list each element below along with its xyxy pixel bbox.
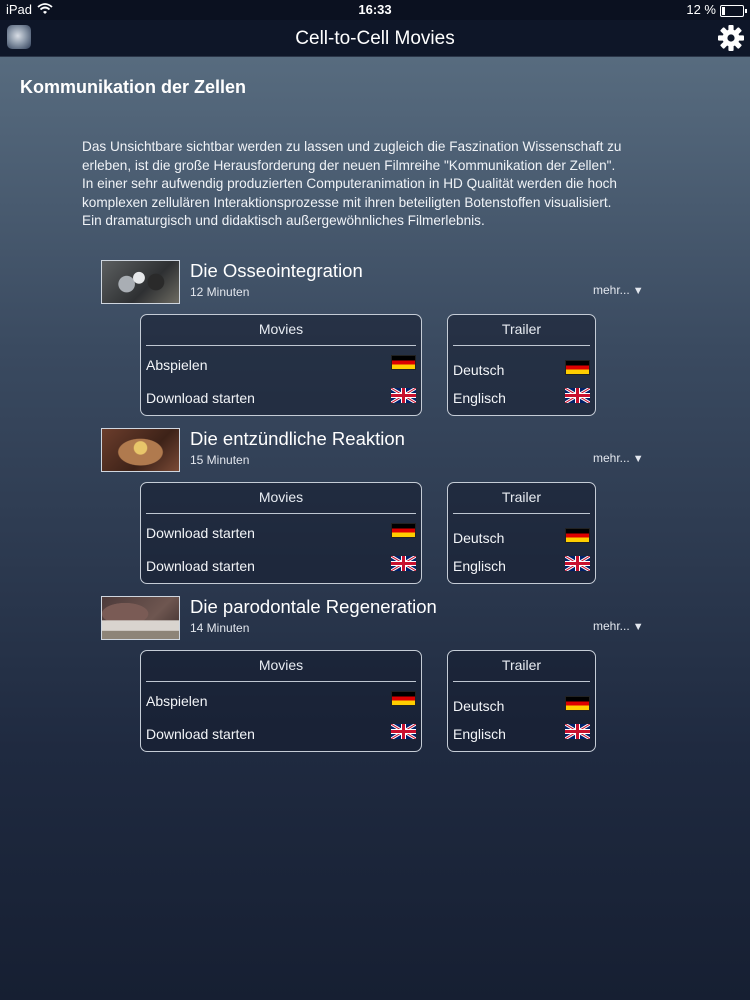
movie-thumbnail[interactable] [101, 596, 180, 640]
battery-percent: 12 % [686, 2, 716, 17]
download-english-button[interactable]: Download starten [146, 726, 255, 742]
trailer-panel [447, 314, 596, 416]
download-german-button[interactable]: Download starten [146, 525, 255, 541]
divider [146, 513, 416, 514]
trailer-panel-header: Trailer [501, 321, 542, 337]
divider [453, 345, 590, 346]
german-flag-icon[interactable] [391, 523, 416, 538]
movie-entry-entzuendliche-reaktion [101, 428, 661, 588]
movie-title: Die parodontale Regeneration [190, 596, 437, 617]
divider [453, 681, 590, 682]
uk-flag-icon[interactable] [391, 556, 416, 571]
trailer-german-button[interactable]: Deutsch [453, 362, 505, 378]
trailer-german-button[interactable]: Deutsch [453, 698, 505, 714]
gear-icon[interactable] [717, 24, 745, 52]
movie-thumbnail[interactable] [101, 260, 180, 304]
triangle-down-icon: ▼ [632, 285, 644, 297]
more-label: mehr... [593, 451, 630, 465]
movies-panel-header: Movies [258, 657, 304, 673]
trailer-panel-header: Trailer [501, 657, 542, 673]
intro-line: In einer sehr aufwendig produzierten Computeranimation in HD Qualität werden die hoch [82, 176, 617, 192]
movie-title: Die entzündliche Reaktion [190, 428, 405, 449]
divider [146, 681, 416, 682]
more-toggle[interactable] [593, 451, 644, 465]
download-english-button[interactable]: Download starten [146, 558, 255, 574]
german-flag-icon[interactable] [391, 355, 416, 370]
movies-panel [140, 314, 422, 416]
movie-entry-osseointegration [101, 260, 661, 420]
trailer-english-button[interactable]: Englisch [453, 558, 506, 574]
more-toggle[interactable] [593, 283, 644, 297]
trailer-german-button[interactable]: Deutsch [453, 530, 505, 546]
movie-duration: 14 Minuten [190, 621, 250, 635]
german-flag-icon[interactable] [391, 691, 416, 706]
movies-panel-header: Movies [258, 321, 304, 337]
movies-panel-header: Movies [258, 489, 304, 505]
intro-text [82, 138, 682, 231]
movie-entry-parodontale-regeneration [101, 596, 661, 756]
trailer-panel-header: Trailer [501, 489, 542, 505]
uk-flag-icon[interactable] [565, 556, 590, 571]
movie-title: Die Osseointegration [190, 260, 363, 281]
page-title: Kommunikation der Zellen [20, 77, 247, 97]
intro-line: komplexen zellulären Interaktionsprozesse mit ihren beteiligten Botenstoffen visualisiert. [82, 194, 612, 210]
trailer-panel [447, 482, 596, 584]
movies-panel [140, 650, 422, 752]
device-label: iPad [6, 2, 33, 17]
divider [146, 345, 416, 346]
german-flag-icon[interactable] [565, 696, 590, 711]
intro-line: Ein dramaturgisch und didaktisch außergewöhnliches Filmerlebnis. [82, 213, 485, 229]
intro-line: erleben, ist die große Herausforderung der neuen Filmreihe "Kommunikation der Zellen". [82, 157, 616, 173]
uk-flag-icon[interactable] [391, 388, 416, 403]
status-bar [0, 0, 750, 20]
battery-icon [720, 5, 744, 17]
play-german-button[interactable]: Abspielen [146, 357, 208, 373]
more-label: mehr... [593, 619, 630, 633]
movie-duration: 15 Minuten [190, 453, 250, 467]
triangle-down-icon: ▼ [632, 453, 644, 465]
german-flag-icon[interactable] [565, 528, 590, 543]
intro-line: Das Unsichtbare sichtbar werden zu lassen und zugleich die Faszination Wissenschaft zu [82, 139, 622, 154]
movie-thumbnail[interactable] [101, 428, 180, 472]
more-toggle[interactable] [593, 619, 644, 633]
uk-flag-icon[interactable] [565, 388, 590, 403]
clock: 16:33 [358, 2, 392, 17]
more-label: mehr... [593, 283, 630, 297]
nav-bar [0, 20, 750, 57]
movie-duration: 12 Minuten [190, 285, 250, 299]
movies-panel [140, 482, 422, 584]
uk-flag-icon[interactable] [391, 724, 416, 739]
trailer-panel [447, 650, 596, 752]
uk-flag-icon[interactable] [565, 724, 590, 739]
divider [453, 513, 590, 514]
triangle-down-icon: ▼ [632, 621, 644, 633]
trailer-english-button[interactable]: Englisch [453, 726, 506, 742]
german-flag-icon[interactable] [565, 360, 590, 375]
app-title: Cell-to-Cell Movies [295, 28, 455, 49]
trailer-english-button[interactable]: Englisch [453, 390, 506, 406]
play-german-button[interactable]: Abspielen [146, 693, 208, 709]
download-english-button[interactable]: Download starten [146, 390, 255, 406]
